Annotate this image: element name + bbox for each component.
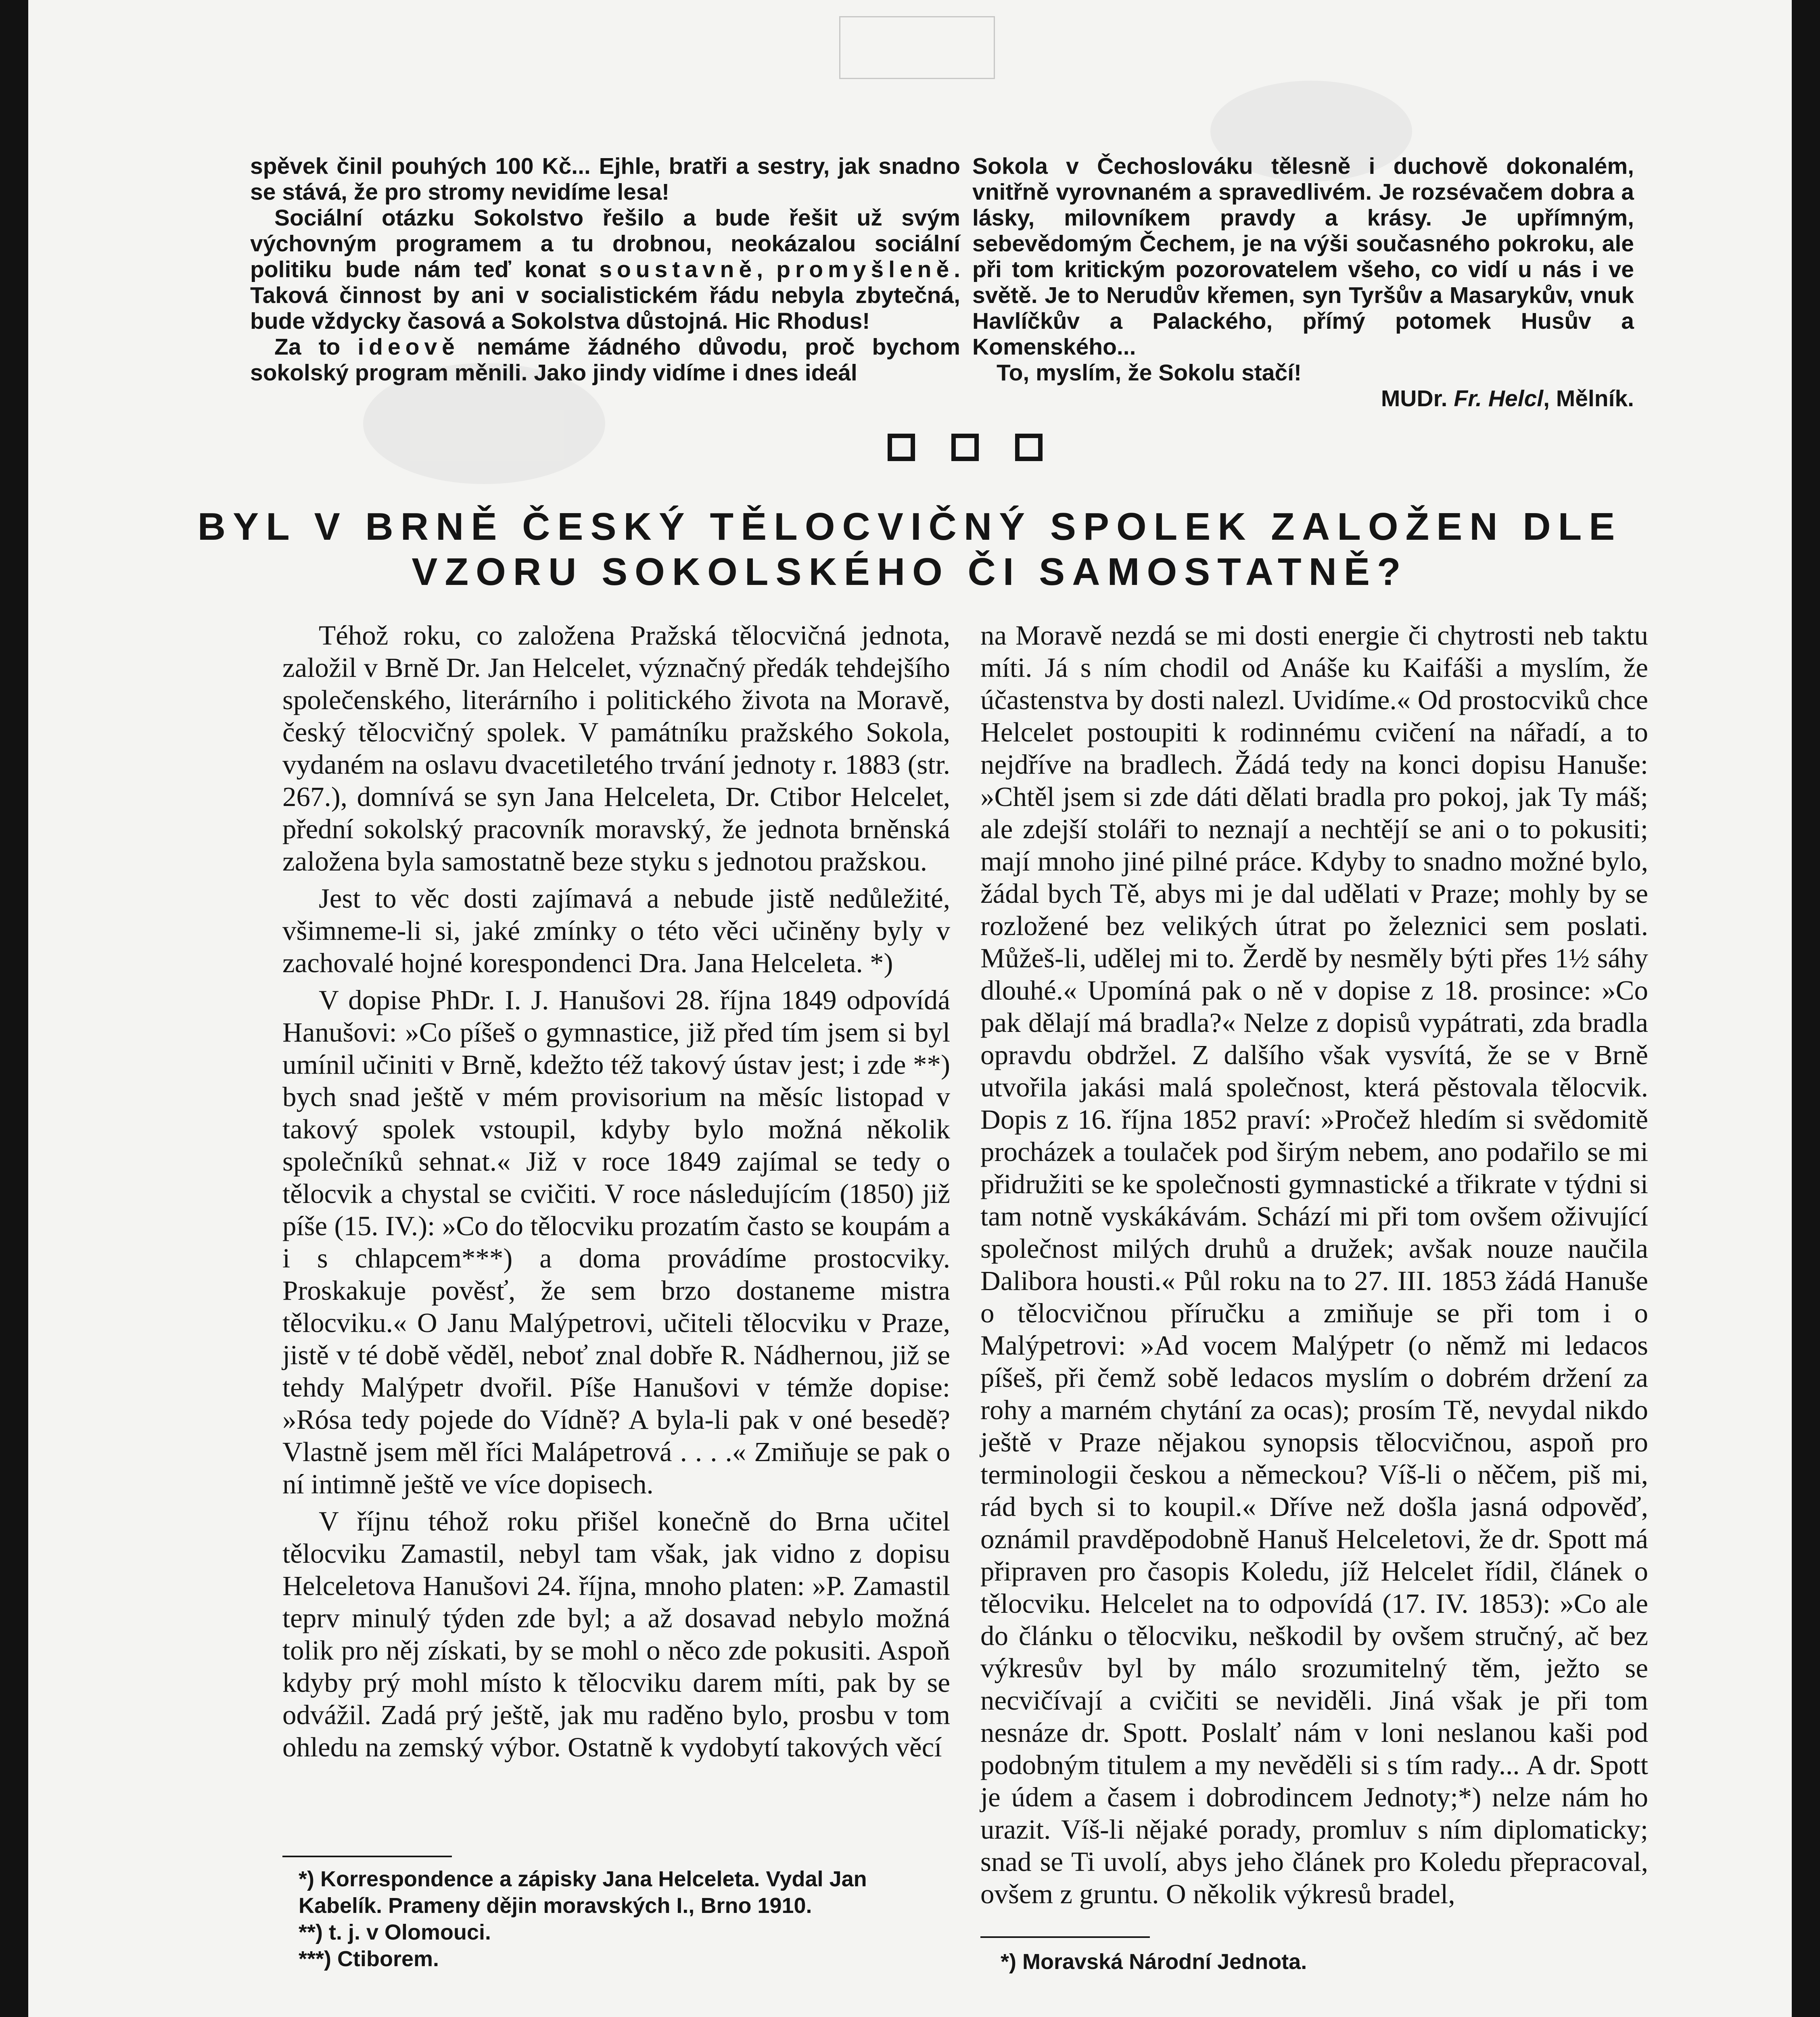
section-divider <box>888 434 1043 461</box>
text-run: Za to <box>274 334 358 360</box>
spaced-text: ideově <box>357 334 460 360</box>
footnote-rule <box>980 1936 1150 1938</box>
text-run: , <box>756 257 777 282</box>
article-headline <box>121 504 1699 595</box>
paragraph: Jest to věc dosti zajímavá a nebude jistě nedůležité, všimneme-li si, jaké zmínky o této věci učiněny byly v zachovalé hojné korespondenci Dra. Jana Helceleta. *) <box>282 883 950 978</box>
footnote-rule <box>282 1856 452 1857</box>
paragraph: spěvek činil pouhých 100 Kč... Ejhle, bratři a sestry, jak snadno se stává, že pro stromy nevidíme lesa! <box>250 153 960 205</box>
paragraph <box>250 334 960 386</box>
paragraph: V říjnu téhož roku přišel konečně do Brna učitel tělocviku Zamastil, nebyl tam však, jak vidno z dopisu Helceletova Hanušovi 24. října, mnoho platen: »P. Zamastil teprv minulý týden zde byl; a až dosavad nebylo možná tolik pro něj získati, by se mohl o něco zde pokusiti. Aspoň kdyby prý mohl místo k tělocviku darem míti, pak by se odvážil. Zadá prý ještě, jak mu raděno bylo, prosbu v tom ohledu na zemský výbor. Ostatně k vydobytí takových věcí <box>282 1506 950 1762</box>
text-run: . Taková činnost by ani v socialistickém řádu nebyla zbytečná, bude vždycky časová a Sokolstva důstojná. Hic Rhodus! <box>250 257 960 334</box>
footnote: **) t. j. v Olomouci. <box>299 1920 491 1944</box>
spaced-text: soustavně <box>599 257 757 282</box>
paragraph: Téhož roku, co založena Pražská tělocvičná jednota, založil v Brně Dr. Jan Helcelet, význačný předák tehdejšího společenského, literárního i politického života na Moravě, český tělocvičný spolek. V památníku pražského Sokola, vydaném na oslavu dvacetiletého trvání jednoty r. 1883 (str. 267.), domnívá se syn Jana Helceleta, Dr. Ctibor Helcelet, přední sokolský pracovník moravský, že jednota brněnská založena byla samostatně beze styku s jednotou pražskou. <box>282 620 950 877</box>
signature-place: , Mělník. <box>1543 386 1634 411</box>
footnote: *) Moravská Národní Jednota. <box>1001 1950 1307 1974</box>
footnotes-left <box>299 1866 952 1972</box>
footnote: *) Korrespondence a zápisky Jana Helceleta. Vydal Jan Kabelík. Prameny dějin moravských I., Brno 1910. <box>299 1867 867 1918</box>
previous-article-right-column <box>972 153 1634 411</box>
signature-title: MUDr. <box>1381 386 1454 411</box>
article-left-column <box>282 619 950 1768</box>
previous-article-left-column <box>250 153 960 386</box>
paragraph: To, myslím, že Sokolu stačí! <box>997 360 1302 386</box>
paragraph <box>250 205 960 334</box>
spaced-text: promyšleně <box>776 257 954 282</box>
paragraph: Sokola v Čechoslováku tělesně i duchově dokonalém, vnitřně vyrovnaném a spravedlivém. Je rozsévačem dobra a lásky, milovníkem pravdy a krásy. Je upřímným, sebevědomým Čechem, je na výši současného pokroku, ale při tom kritickým pozorovatelem všeho, co vidí u nás i ve světě. Je to Nerudův křemen, syn Tyršův a Masarykův, vnuk Havlíčkův a Palackého, přímý potomek Husův a Komenského... <box>972 153 1634 360</box>
square-ornament-icon <box>1015 434 1043 461</box>
footnote: ***) Ctiborem. <box>299 1947 439 1971</box>
scan-stamp-mark <box>839 16 995 79</box>
paragraph: na Moravě nezdá se mi dosti energie či chytrosti neb taktu míti. Já s ním chodil od Anáše ku Kaifáši a myslím, že účastenstva by dosti nalezl. Uvidíme.« Od prostocviků chce Helcelet postoupiti k rodinnému cvičení na nářadí, a to nejdříve na bradlech. Žádá tedy na konci dopisu Hanuše: »Chtěl jsem si zde dáti dělati bradla pro pokoj, jak Ty máš; ale zdejší stoláři to neznají a nechtějí se ani o to pokusiti; mají mnoho jiné pilné práce. Kdyby to snadno možné bylo, žádal bych Tě, abys mi je dal udělati v Praze; mohly by se rozložené bez velikých útrat po železnici sem poslati. Můžeš-li, udělej mi to. Žerdě by nesměly býti přes 1½ sáhy dlouhé.« Upomíná pak o ně v dopise z 18. prosince: »Co pak dělají má bradla?« Nelze z dopisů vypátrati, zda bradla opravdu obdržel. Z dalšího však vysvítá, že se v Brně utvořila jakási malá společnost, která pěstovala tělocvik. Dopis z 16. října 1852 praví: »Pročež hledím si svědomitě procházek a toulaček pod širým nebem, ano podařilo se mi přidružiti se ke společnosti gymnastické a třikrate v týdni si tam notně vyskákávám. Schází mi při tom ovšem oživující společnost milých druhů a družek; avšak nouze naučila Dalibora housti.« Půl roku na to 27. III. 1853 žádá Hanuše o tělocvičnou příručku a zmiňuje se při tom i o Malýpetrovi: »Ad vocem Malýpetr (o němž mi ledacos píšeš, při čemž sobě ledacos myslím o dobrém držení za rohy a marném chytání za ocas); prosím Tě, nevydal nikdo ještě v Praze nějakou synopsis tělocvičnou, aspoň pro terminologii českou a německou? Víš-li o něčem, piš mi, rád bych si to koupil.« Dříve než došla jasná odpověď, oznámil pravděpodobně Hanuš Helceletovi, že dr. Spott má připraven pro časopis Koledu, jíž Helcelet řídil, článek o tělocviku. Helcelet na to odpovídá (17. IV. 1853): »Co ale do článku o tělocviku, neškodil by ovšem stručný, ač bez výkresův byl by málo srozumitelný těm, ježto se necvičívají a cvičiti se neviděli. Jiná však je při tom nesnáze dr. Spott. Poslalť nám v loni neslanou kaši pod podobným titulem a my nevěděli si s tím rady... A dr. Spott je údem a časem i dobrodincem Jednoty;*) nelze nám ho urazit. Víš-li nějaké porady, promluv s ním diplomaticky; snad se Ti uvolí, abys jeho článek pro Koledu přepracoval, ovšem z gruntu. O několik výkresů bradel, <box>980 620 1648 1909</box>
scan-border-right <box>1792 0 1820 2017</box>
headline-line: VZORU SOKOLSKÉHO ČI SAMOSTATNĚ? <box>412 550 1408 593</box>
headline-line: BYL V BRNĚ ČESKÝ TĚLOCVIČNÝ SPOLEK ZALOŽEN DLE <box>197 505 1622 548</box>
signature-name: Fr. Helcl <box>1454 386 1544 411</box>
scan-border-left <box>0 0 28 2017</box>
square-ornament-icon <box>951 434 979 461</box>
square-ornament-icon <box>888 434 915 461</box>
text-run: Sociální otázku Sokolstvo řešilo a bude řešit už svým výchovným programem a tu drobnou, neokázalou sociální politiku bude nám teď konat <box>250 205 960 282</box>
text-run: nemáme žádného důvodu, proč bychom sokolský program měnili. Jako jindy vidíme i dnes ideál <box>250 334 960 386</box>
footnotes-right <box>1001 1948 1626 1975</box>
author-signature <box>972 386 1634 411</box>
article-right-column <box>980 619 1648 1915</box>
paragraph: V dopise PhDr. I. J. Hanušovi 28. října 1849 odpovídá Hanušovi: »Co píšeš o gymnastice, již před tím jsem si byl umínil učiniti v Brně, kdežto též takový ústav jest; i zde **) bych snad ještě v mém provisorium na měsíc listopad v takový spolek vstoupil, kdyby bylo možná několik společníků sehnat.« Již v roce 1849 zajímal se tedy o tělocvik a chystal se cvičiti. V roce následujícím (1850) již píše (15. IV.): »Co do tělocviku prozatím často se koupám a i s chlapcem***) a doma provádíme prostocviky. Proskakuje pověsť, že sem brzo dostaneme mistra tělocviku.« O Janu Malýpetrovi, učiteli tělocviku v Praze, jistě v té době věděl, neboť znal dobře R. Nádhernou, již se tehdy Malýpetr dvořil. Píše Hanušovi v témže dopise: »Rósa tedy pojede do Vídně? A byla-li pak v oné besedě? Vlastně jsem měl říci Malápetrová . . . .« Zmiňuje se pak o ní intimně ještě ve více dopisech. <box>282 985 950 1499</box>
